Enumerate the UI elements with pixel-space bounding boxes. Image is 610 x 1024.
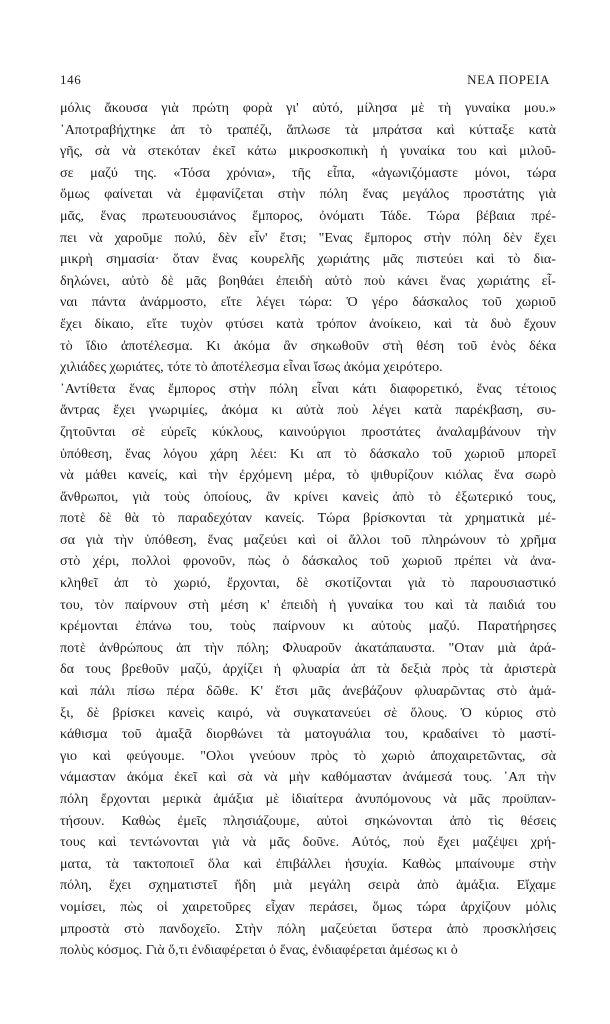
text-line: ᾿Αντίθετα ἕνας ἔμπορος στὴν πόλη εἶναι κάτι διαφορετικό, ἕνας τέτοιος <box>60 380 556 397</box>
text-line: ματα, τὰ τακτοποιεῖ ὅλα καὶ ἐπιβάλλει ἡσυχία. Καθὼς μπαίνουμε στὴν <box>60 855 556 872</box>
page-number: 146 <box>60 72 82 87</box>
text-line: ᾿Αποτραβήχτηκε ἀπ τὸ τραπέζι, ἅπλωσε τὰ μπράτσα καὶ κύτταξε κατὰ <box>60 121 556 138</box>
text-line: ξι, δὲ βρίσκει κανεὶς καιρό, νὰ συγκατανεύει σὲ ὅλους. Ὁ κύριος στὸ <box>60 704 556 721</box>
text-line: πόλη, ἔχει σχηματιστεῖ ἤδη μιὰ μεγάλη σειρὰ ἀπὸ ἁμάξια. Εἴχαμε <box>60 877 556 894</box>
text-line: δα τους βρεθοῦν μαζύ, ἀρχίζει ἡ φλυαρία ἀπ τὰ δεξιὰ πρὸς τὰ ἀριστερὰ <box>60 661 556 678</box>
text-line: νὰ μάθει κανείς, καὶ τὴν ἐρχόμενη μέρα, τὸ ψιθυρίζουν κιόλας ἕνα σωρὸ <box>60 467 556 484</box>
text-line: τὸ ἴδιο ἀποτέλεσμα. Κι ἀκόμα ἂν σηκωθοῦν στὴ θέση τοῦ ἑνὸς δέκα <box>60 337 556 354</box>
text-line: μᾶς, ἕνας πρωτευουσιάνος ἔμπορος, ὀνόματι Τάδε. Τώρα βέβαια πρέ- <box>60 207 556 224</box>
text-line: ὅμως φαίνεται νὰ ἐμφανίζεται στὴν πόλη ἕνας μεγάλος προστάτης γιὰ <box>60 186 556 203</box>
text-line: κρέμονται ἐπάνω του, τοὺς παίρνουν κι αὐτοὺς μαζύ. Παρατήρησες <box>60 618 556 635</box>
text-line: πει νὰ χαροῦμε πολύ, δὲν εἶν' ἔτσι; "Ενας ἔμπορος στὴν πόλη δὲν ἔχει <box>60 229 556 246</box>
text-line: δηλώνει, αὐτὸ δὲ μᾶς βοηθάει ἐπειδὴ αὐτὸ ποὺ κάνει ἕνας χωριάτης εἶ- <box>60 272 556 289</box>
text-line: ὑπόθεση, ἕνας λόγου χάρη λέει: Κι απ τὸ δάσκαλο τοῦ χωριοῦ μπορεῖ <box>60 445 556 462</box>
text-line: τήσουν. Καθὼς ἐμεῖς πλησιάζουμε, αὐτοὶ σηκώνονται ἀπὸ τὶς θέσεις <box>60 812 556 829</box>
text-line: μπροστὰ στὸ πανδοχεῖο. Στὴν πόλη μαζεύεται ὕστερα ἀπὸ προσκλήσεις <box>60 920 556 937</box>
text-line: τους καὶ τεντώνονται γιὰ νὰ μᾶς δοῦνε. Αὐτός, ποὺ ἔχει μαζέψει χρή- <box>60 834 556 851</box>
text-line: ζητοῦνται σὲ εὐρεῖς κύκλους, καινούργιοι προστάτες ἀναλαμβάνουν τὴν <box>60 423 556 440</box>
text-line: ἄνθρωποι, γιὰ τοὺς ὁποίους, ἂν κρίνει κανεὶς ἀπὸ τὸ ἐξωτερικό τους, <box>60 488 556 505</box>
text-line: σε μαζύ της. «Τόσα χρόνια», τῆς εἶπα, «ἀγωνιζόμαστε μόνοι, τώρα <box>60 164 556 181</box>
text-line: στὸ χέρι, πολλοὶ φρονοῦν, πὼς ὁ δάσκαλος τοῦ χωριοῦ πρέπει νὰ ἀνα- <box>60 553 556 570</box>
text-line: κάθισμα τοῦ ἁμαξᾶ διορθώνει τὰ ματογυάλια του, κραδαίνει τὸ μαστί- <box>60 726 556 743</box>
running-head: ΝΕΑ ΠΟΡΕΙΑ <box>467 72 550 87</box>
text-line: γῆς, σὰ νὰ στεκόταν ἐκεῖ κάτω μικροσκοπικὴ ἡ γυναίκα του καὶ μιλοῦ- <box>60 143 556 160</box>
text-line: πολὺς κόσμος. Γιὰ ὅ,τι ἐνδιαφέρεται ὁ ἕνας, ἐνδιαφέρεται ἀμέσως κι ὁ <box>60 942 458 959</box>
text-line: μικρὴ σημασία· ὅταν ἕνας κουρελῆς χωριάτης μᾶς πιστεύει καὶ τὸ δια- <box>60 251 556 268</box>
text-line: χιλιάδες χωριάτες, τότε τὸ ἀποτέλεσμα εἶναι ἴσως ἀκόμα χειρότερο. <box>60 359 443 376</box>
text-line: μόλις ἄκουσα γιὰ πρώτη φορὰ γι' αὐτό, μίλησα μὲ τὴ γυναίκα μου.» <box>60 100 556 116</box>
text-line: καὶ πάλι πίσω πέρα δῶθε. Κ' ἔτσι μᾶς ἀνεβάζουν φλυαρῶντας στὸ ἁμά- <box>60 683 556 700</box>
text-line: ἔχει δίκαιο, εἴτε τυχὸν φτύσει κατὰ τρόπον ἀνοίκειο, καὶ τὰ δυὸ ἔχουν <box>60 315 556 332</box>
body-text <box>60 98 556 962</box>
text-line: κληθεῖ ἀπ τὸ χωριό, ἔρχονται, δὲ σκοτίζονται γιὰ τὸ παρουσιαστικό <box>60 575 556 592</box>
text-line: του, τὸν παίρνουν στὴ μέση κ' ἐπειδὴ ἡ γυναίκα του καὶ τὰ παιδιά του <box>60 596 556 613</box>
text-line: ναι πάντα ἀνάρμοστο, εἴτε λέγει τώρα: Ὁ γέρο δάσκαλος τοῦ χωριοῦ <box>60 294 556 311</box>
text-line: νάμασταν ἀκόμα ἐκεῖ καὶ σὰ νὰ μὴν καθόμασταν ἀνάμεσά τους. ᾿Απ τὴν <box>60 769 556 786</box>
text-line: πόλη ἔρχονται μερικὰ ἁμάξια μὲ ἰδιαίτερα ἀνυπόμονους νὰ μᾶς προϋπαν- <box>60 791 556 807</box>
text-line: νομίσει, πὼς οἱ χαιρετοῦρες εἶχαν περάσει, ὅμως τώρα ἀρχίζουν μόλις <box>60 898 556 915</box>
text-line: ἄντρας ἔχει γνωριμίες, ἀκόμα κι αὐτὰ ποὺ λέγει κατὰ παρέκβαση, συ- <box>60 402 556 419</box>
text-line: ποτὲ ἀνθρώπους ἀπ τὴν πόλη; Φλυαροῦν ἀκατάπαυστα. "Οταν μιὰ ἀρά- <box>60 639 556 656</box>
text-line: σα γιὰ τὴν ὑπόθεση, ἕνας μαζεύει καὶ οἱ ἄλλοι τοῦ πληρώνουν τὸ χρῆμα <box>60 531 556 548</box>
text-line: γιο καὶ φεύγουμε. "Ολοι γνεύουν πρὸς τὸ χωριὸ ἀποχαιρετῶντας, σὰ <box>60 747 556 764</box>
page-header <box>60 72 550 90</box>
text-line: ποτὲ δὲ θὰ τὸ παραδεχόταν κανείς. Τώρα βρίσκονται τὰ χρηματικὰ μέ- <box>60 510 556 527</box>
